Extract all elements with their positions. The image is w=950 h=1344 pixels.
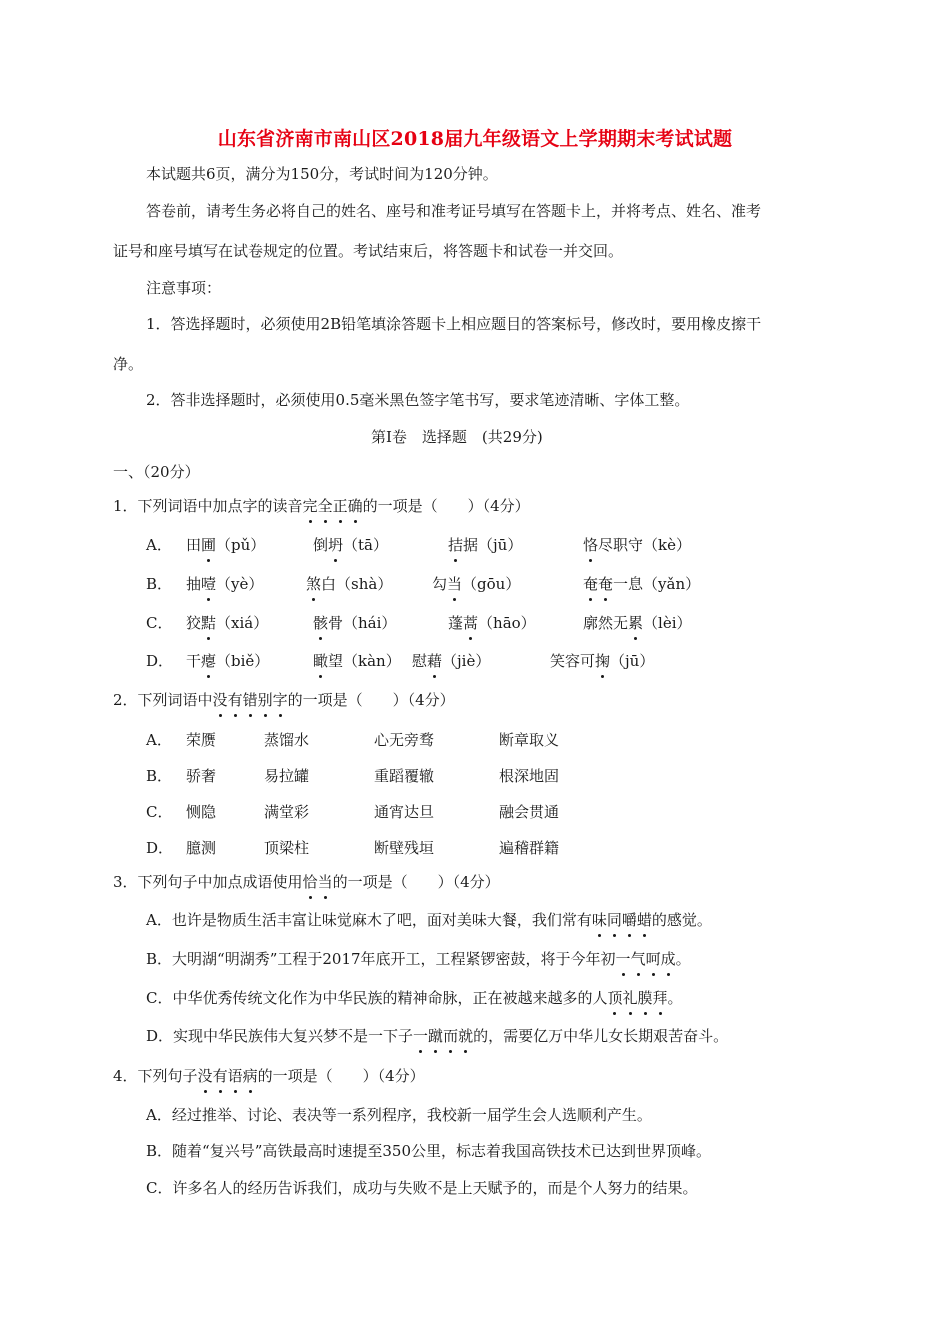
dotted-char: 坍 [328,536,344,554]
option-sentence [146,910,712,930]
dotted-char: 蜡 [636,911,652,929]
option-sentence: A．经过推举、讨论、表决等一系列程序，我校新一届学生会人选顺利产生。 [146,1106,652,1124]
dotted-char: 恰 [302,873,318,891]
dotted-char: 瞰 [313,652,329,670]
dotted-char: 顶 [607,989,623,1007]
dotted-char: 圃 [201,536,217,554]
word-pronunciation [550,651,654,671]
dotted-char: 骸 [313,614,329,632]
dotted-chars [306,575,321,593]
word-cell: 重蹈覆辙 [374,767,435,785]
dotted-chars [583,536,598,554]
question-2-stem-start: 2．下列词语中 [113,691,213,709]
word-part: （jū） [610,652,655,670]
dotted-char: 味 [591,911,607,929]
word-part: （pǔ） [216,536,266,554]
question-4-stem-dotted [198,1067,258,1085]
option-sentence [146,949,691,969]
word-cell: 骄奢 [186,767,217,785]
notes-heading: 注意事项： [146,279,222,297]
sentence-part: C．中华优秀传统文化作为中华民族的精神命脉，正在被越来越多的人 [146,989,608,1007]
word-pronunciation [448,535,522,555]
dotted-char: 恪 [583,536,599,554]
word-pronunciation [448,613,536,633]
dotted-char: 礼 [622,989,638,1007]
word-part: 勾 [432,575,448,593]
sentence-part: A．也许是物质生活丰富让味觉麻木了吧，面对美味大餐，我们常有 [146,911,592,929]
word-pronunciation [306,574,392,594]
dotted-char: 而 [443,1027,459,1045]
sentence-part: 。 [675,950,691,968]
dotted-char: 就 [458,1027,474,1045]
word-part: 倒 [313,536,329,554]
dotted-char: 当 [317,873,333,891]
question-2-stem [113,690,455,710]
word-cell: 断章取义 [499,731,560,749]
option-label: B． [146,575,173,593]
dotted-char: 煞 [306,575,322,593]
word-pronunciation [186,651,269,671]
dotted-idiom [616,950,676,968]
dotted-char: 别 [257,691,273,709]
word-part: 望（kàn） [328,652,401,670]
option-label: D． [146,652,174,670]
word-pronunciation [186,574,263,594]
dotted-char: 瘪 [201,652,217,670]
question-2-stem-end: 的一项是（ ）（4分） [287,691,455,709]
word-cell: 荣赝 [186,731,217,749]
dotted-idiom [607,989,667,1007]
dotted-char: 成 [660,950,676,968]
word-part: （hāo） [478,614,536,632]
question-1-stem [113,496,530,516]
word-cell: 臆测 [186,839,217,857]
dotted-char: 错 [242,691,258,709]
dotted-chars [313,614,328,632]
question-3-stem-dotted [303,873,333,891]
dotted-char: 气 [630,950,646,968]
exam-title: 山东省济南市南山区2018届九年级语文上学期期末考试试题 [217,128,733,150]
part-1-heading: 第Ⅰ卷 选择题 (共29分) [371,428,543,446]
word-part: 骨（hái） [328,614,397,632]
dotted-char: 有 [212,1067,228,1085]
intro-text: 本试题共6页，满分为150分，考试时间为120分钟。 [146,165,498,183]
dotted-char: 蒿 [463,614,479,632]
dotted-char: 有 [227,691,243,709]
option-sentence: C．许多名人的经历告诉我们，成功与失败不是上天赋予的，而是个人努力的结果。 [146,1179,698,1197]
dotted-idiom [413,1027,473,1045]
word-pronunciation [432,574,520,594]
dotted-chars [427,652,442,670]
word-cell: 遍稽群籍 [499,839,560,857]
question-3-stem-start: 3．下列句子中加点成语使用 [113,873,303,891]
option-label: D． [146,839,174,857]
word-part: （gōu） [462,575,521,593]
dotted-char: 正 [332,497,348,515]
dotted-char: 完 [302,497,318,515]
question-3-stem-end: 的一项是（ ）（4分） [332,873,500,891]
dotted-char: 一 [615,950,631,968]
option-label: A． [146,731,172,749]
dotted-char: 累 [628,614,644,632]
word-pronunciation [313,651,401,671]
dotted-idiom [592,911,652,929]
word-pronunciation [583,535,691,555]
question-4-stem [113,1066,425,1086]
dotted-char: 嚼 [621,911,637,929]
note-2: 2．答非选择题时，必须使用0.5毫米黑色签字笔书写，要求笔迹清晰、字体工整。 [146,391,690,409]
question-1-stem-start: 1．下列词语中加点字的读音 [113,497,303,515]
dotted-chars [583,575,613,593]
instructions-line-2: 证号和座号填写在试卷规定的位置。考试结束后，将答题卡和试卷一并交回。 [113,242,624,260]
sentence-part: B．大明湖“明湖秀”工程于2017年底开工，工程紧锣密鼓，将于今年初 [146,950,616,968]
word-cell: 心无旁骛 [374,731,435,749]
word-part: 廓然无 [583,614,629,632]
sentence-part: 的感觉。 [651,911,712,929]
question-1-stem-end: 的一项是（ ）（4分） [362,497,530,515]
word-part: （lèi） [643,614,692,632]
dotted-char: 拜 [652,989,668,1007]
word-part: 田 [186,536,202,554]
dotted-char: 字 [272,691,288,709]
question-2-stem-dotted [213,691,288,709]
word-part: 据（jū） [463,536,523,554]
dotted-char: 藉 [427,652,443,670]
dotted-char: 掬 [595,652,611,670]
word-cell: 恻隐 [186,803,217,821]
word-part: 慰 [412,652,428,670]
dotted-chars [201,536,216,554]
question-1-stem-dotted [303,497,363,515]
dotted-char: 呵 [645,950,661,968]
word-pronunciation [186,613,268,633]
dotted-char: 没 [212,691,228,709]
option-label: C． [146,614,173,632]
word-cell: 蒸馏水 [264,731,310,749]
dotted-chars [448,536,463,554]
dotted-char: 病 [242,1067,258,1085]
word-cell: 通宵达旦 [374,803,435,821]
option-sentence [146,988,683,1008]
section-1-heading: 一、（20分） [113,463,200,481]
word-cell: 融会贯通 [499,803,560,821]
note-1-line-2: 净。 [113,355,144,373]
dotted-chars [463,614,478,632]
instructions-line-1: 答卷前，请考生务必将自己的姓名、座号和准考证号填写在答题卡上，并将考点、姓名、准考 [146,202,762,220]
word-cell: 顶梁柱 [264,839,310,857]
dotted-chars [313,652,328,670]
sentence-part: D．实现中华民族伟大复兴梦不是一下子 [146,1027,414,1045]
word-pronunciation [313,535,388,555]
word-cell: 易拉罐 [264,767,310,785]
dotted-chars [328,536,343,554]
word-part: （tā） [343,536,389,554]
word-part: 干 [186,652,202,670]
dotted-chars [447,575,462,593]
word-part: （xiá） [216,614,269,632]
option-sentence [146,1026,728,1046]
word-pronunciation [583,574,700,594]
sentence-part: 的，需要亿万中华儿女长期艰苦奋斗。 [473,1027,729,1045]
sentence-part: 。 [667,989,683,1007]
dotted-char: 确 [347,497,363,515]
word-part: 尽职守（kè） [598,536,691,554]
dotted-char: 膜 [637,989,653,1007]
word-pronunciation [186,535,265,555]
word-part: 笑容可 [550,652,596,670]
question-3-stem [113,872,500,892]
dotted-char: 奄 [598,575,614,593]
word-part: 狡 [186,614,202,632]
option-label: C． [146,803,173,821]
dotted-char: 语 [227,1067,243,1085]
word-cell: 满堂彩 [264,803,310,821]
dotted-chars [201,652,216,670]
dotted-chars [628,614,643,632]
dotted-char: 噎 [201,575,217,593]
dotted-char: 蹴 [428,1027,444,1045]
word-part: 白（shà） [321,575,393,593]
word-cell: 根深地固 [499,767,560,785]
word-cell: 断壁残垣 [374,839,435,857]
dotted-char: 全 [317,497,333,515]
question-4-stem-end: 的一项是（ ）（4分） [257,1067,425,1085]
word-pronunciation [313,613,396,633]
word-part: （yè） [216,575,264,593]
word-part: 蓬 [448,614,464,632]
dotted-char: 拮 [448,536,464,554]
question-4-stem-start: 4．下列句子 [113,1067,198,1085]
word-part: （biě） [216,652,270,670]
dotted-char: 同 [606,911,622,929]
word-part: 一息（yǎn） [613,575,701,593]
dotted-char: 当 [447,575,463,593]
word-part: （jiè） [442,652,491,670]
option-sentence: B．随着“复兴号”高铁最高时速提至350公里，标志着我国高铁技术已达到世界顶峰。 [146,1142,711,1160]
dotted-chars [595,652,610,670]
option-label: B． [146,767,173,785]
word-pronunciation [412,651,490,671]
option-label: A． [146,536,172,554]
dotted-char: 奄 [583,575,599,593]
word-part: 抽 [186,575,202,593]
word-pronunciation [583,613,692,633]
dotted-char: 黠 [201,614,217,632]
note-1-line-1: 1．答选择题时，必须使用2B铅笔填涂答题卡上相应题目的答案标号，修改时，要用橡皮擦干 [146,315,762,333]
dotted-chars [201,614,216,632]
dotted-chars [201,575,216,593]
dotted-char: 一 [413,1027,429,1045]
dotted-char: 没 [197,1067,213,1085]
